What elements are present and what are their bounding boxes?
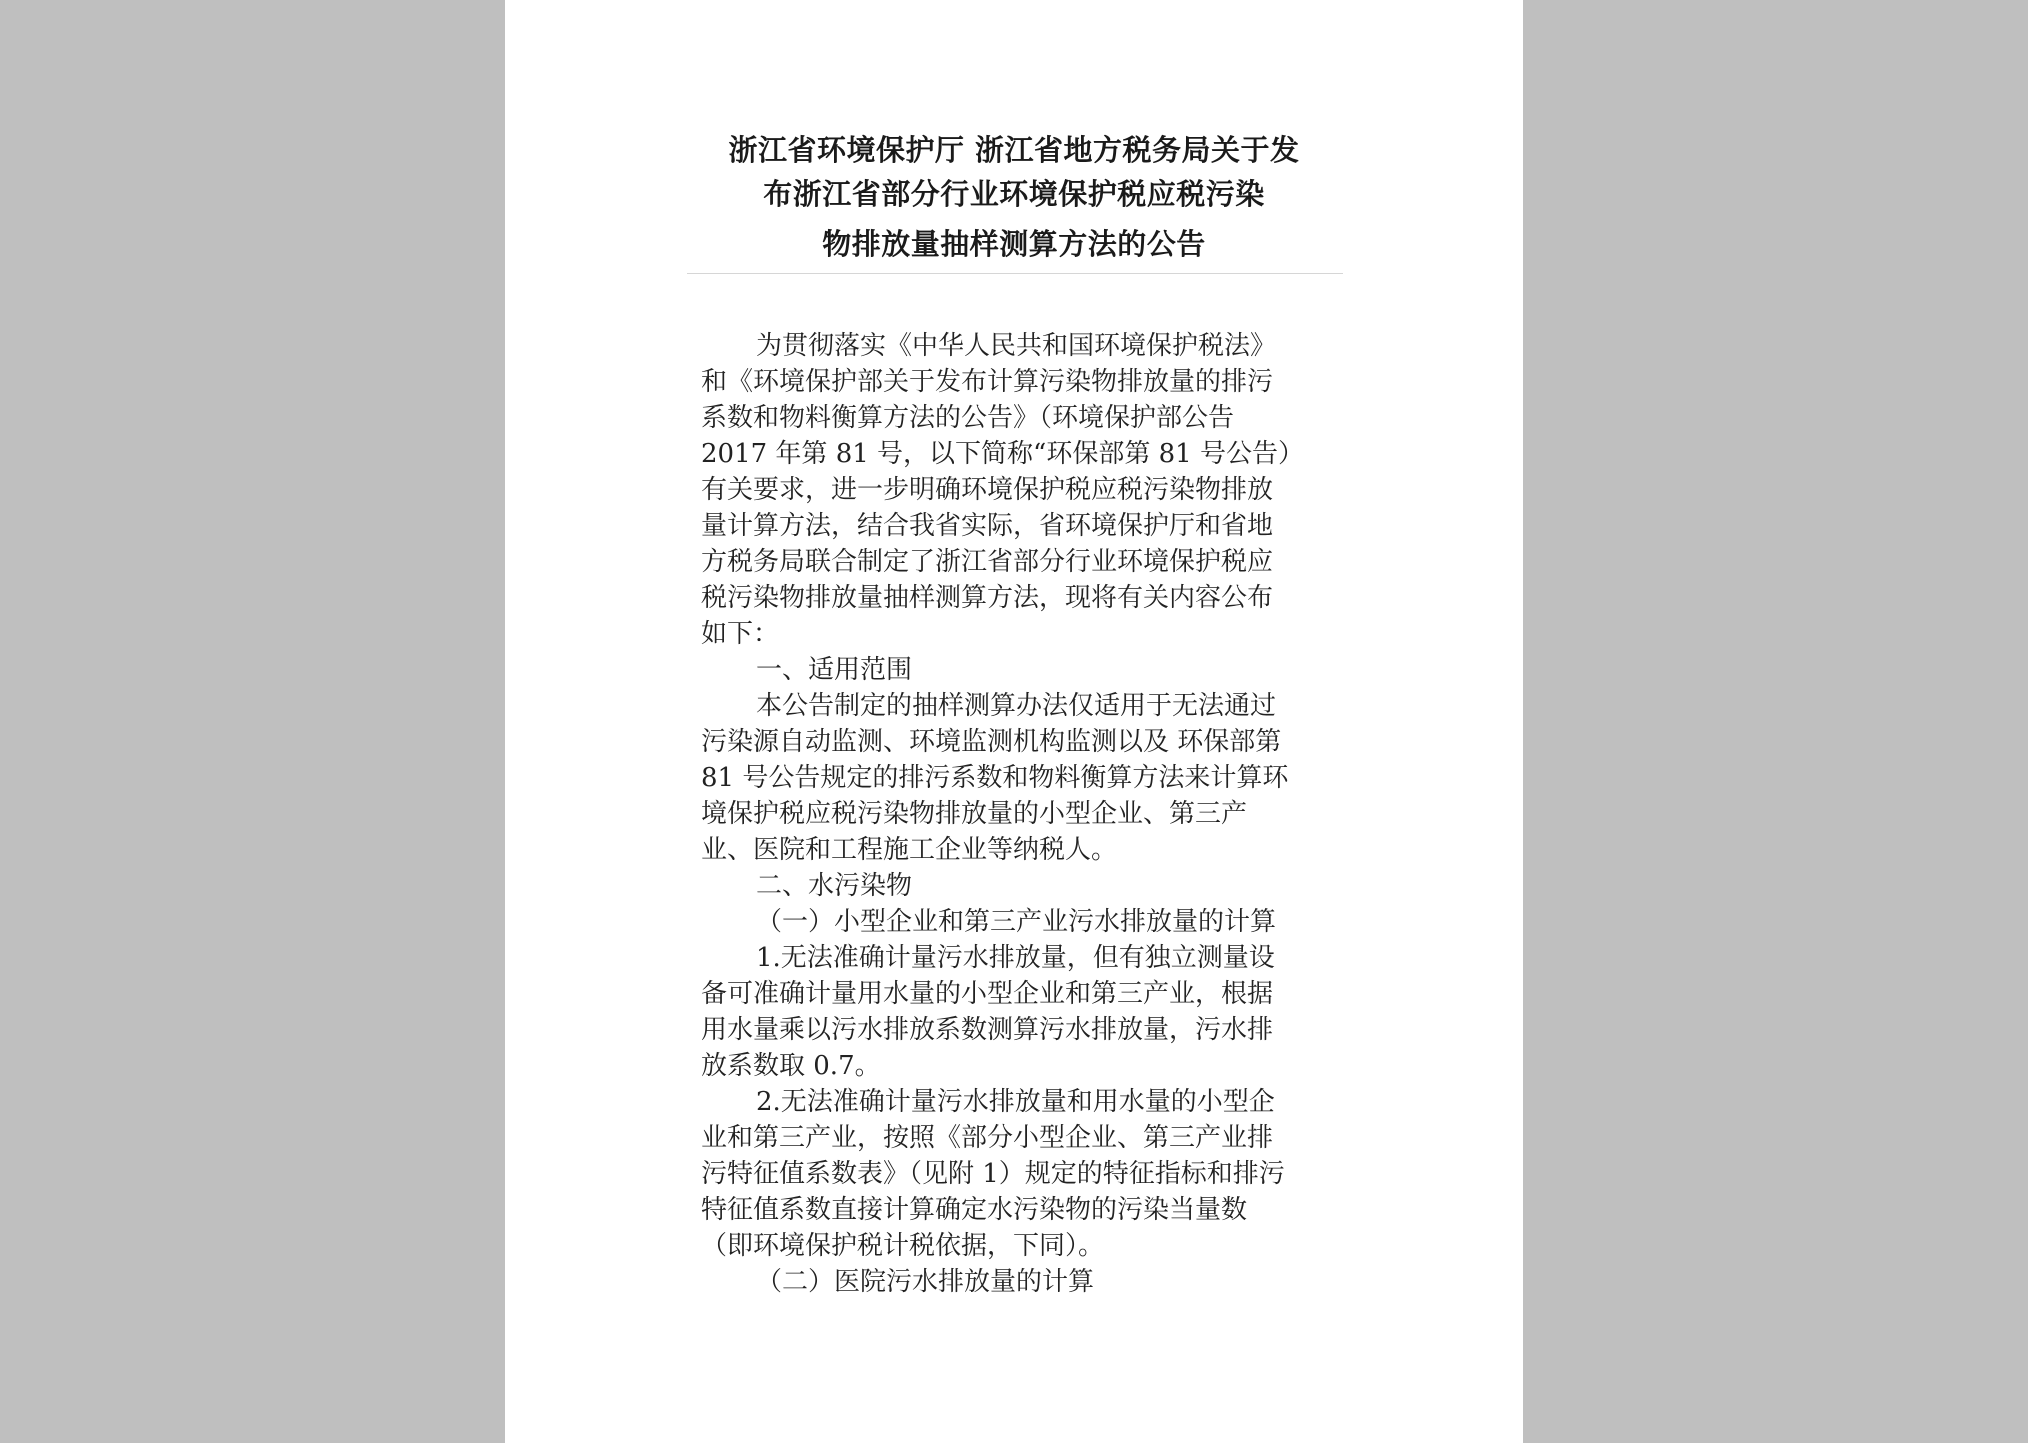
title-line-2: 布浙江省部分行业环境保护税应税污染	[763, 177, 1265, 211]
body-line: 用水量乘以污水排放系数测算污水排放量，污水排	[701, 1015, 1274, 1045]
body-line: 污特征值系数表》（见附 1）规定的特征指标和排污	[701, 1159, 1285, 1189]
subsection-heading: （一）小型企业和第三产业污水排放量的计算	[756, 907, 1277, 937]
body-line: 如下：	[701, 619, 780, 649]
body-line: 税污染物排放量抽样测算方法，现将有关内容公布	[701, 583, 1274, 613]
body-line: 境保护税应税污染物排放量的小型企业、第三产	[701, 799, 1248, 829]
body-line: （即环境保护税计税依据，下同）。	[701, 1231, 1105, 1261]
body-line: 为贯彻落实《中华人民共和国环境保护税法》	[756, 331, 1277, 361]
body-line: 2017 年第 81 号，以下简称“环保部第 81 号公告）	[701, 439, 1304, 469]
subsection-heading: （二）医院污水排放量的计算	[756, 1267, 1095, 1297]
body-line: 1.无法准确计量污水排放量，但有独立测量设	[756, 943, 1275, 973]
title-line-1: 浙江省环境保护厅 浙江省地方税务局关于发	[728, 133, 1300, 167]
section-heading: 一、适用范围	[756, 655, 913, 685]
body-line: 系数和物料衡算方法的公告》（环境保护部公告	[701, 403, 1235, 433]
body-line: 特征值系数直接计算确定水污染物的污染当量数	[701, 1195, 1248, 1225]
title-divider	[687, 273, 1343, 274]
body-line: 放系数取 0.7。	[701, 1051, 881, 1081]
body-line: 81 号公告规定的排污系数和物料衡算方法来计算环	[701, 763, 1289, 793]
section-heading: 二、水污染物	[756, 871, 913, 901]
body-line: 业和第三产业，按照《部分小型企业、第三产业排	[701, 1123, 1274, 1153]
body-line: 和《环境保护部关于发布计算污染物排放量的排污	[701, 367, 1274, 397]
body-line: 量计算方法，结合我省实际，省环境保护厅和省地	[701, 511, 1274, 541]
body-line: 方税务局联合制定了浙江省部分行业环境保护税应	[701, 547, 1274, 577]
body-line: 2.无法准确计量污水排放量和用水量的小型企	[756, 1087, 1275, 1117]
document-page	[505, 0, 1523, 1443]
title-line-3: 物排放量抽样测算方法的公告	[822, 227, 1206, 261]
body-line: 本公告制定的抽样测算办法仅适用于无法通过	[756, 691, 1277, 721]
body-line: 污染源自动监测、环境监测机构监测以及 环保部第	[701, 727, 1282, 757]
body-line: 有关要求，进一步明确环境保护税应税污染物排放	[701, 475, 1274, 505]
body-line: 备可准确计量用水量的小型企业和第三产业，根据	[701, 979, 1274, 1009]
body-line: 业、医院和工程施工企业等纳税人。	[701, 835, 1118, 865]
